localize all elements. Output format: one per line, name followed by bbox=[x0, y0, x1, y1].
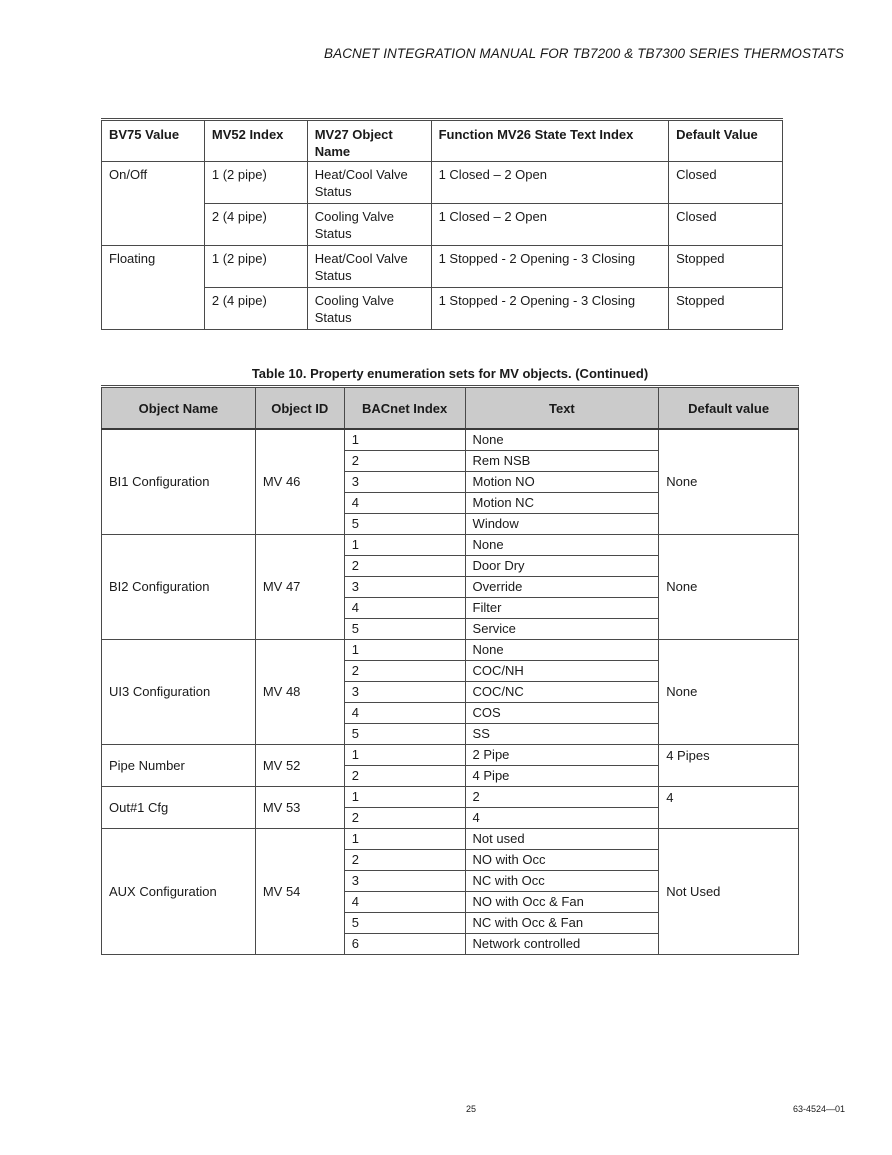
mv52-index-cell: 1 (2 pipe) bbox=[204, 246, 307, 288]
bacnet-index-cell: 2 bbox=[344, 450, 465, 471]
default-value-cell: None bbox=[659, 429, 799, 534]
default-value-cell: Stopped bbox=[669, 288, 783, 330]
running-header: BACNET INTEGRATION MANUAL FOR TB7200 & TB7300 SERIES THERMOSTATS bbox=[323, 46, 844, 61]
state-text-cell: Filter bbox=[465, 597, 659, 618]
bacnet-index-cell: 2 bbox=[344, 660, 465, 681]
column-header: Text bbox=[465, 387, 659, 430]
default-value-cell: Not Used bbox=[659, 828, 799, 954]
mv27-object-name-cell: Cooling Valve Status bbox=[307, 288, 431, 330]
state-text-cell: Not used bbox=[465, 828, 659, 849]
mv26-state-text-cell: 1 Stopped - 2 Opening - 3 Closing bbox=[431, 288, 669, 330]
column-header: BACnet Index bbox=[344, 387, 465, 430]
column-header: BV75 Value bbox=[102, 120, 205, 162]
object-id-cell: MV 46 bbox=[255, 429, 344, 534]
state-text-cell: None bbox=[465, 429, 659, 450]
table-header-row bbox=[102, 120, 783, 162]
state-text-cell: Override bbox=[465, 576, 659, 597]
column-header: Default Value bbox=[669, 120, 783, 162]
bacnet-index-cell: 5 bbox=[344, 618, 465, 639]
table-row bbox=[102, 246, 783, 288]
object-id-cell: MV 47 bbox=[255, 534, 344, 639]
default-value-cell: None bbox=[659, 534, 799, 639]
table-header-row bbox=[102, 387, 799, 430]
table-caption: Table 10. Property enumeration sets for MV objects. (Continued) bbox=[251, 366, 649, 381]
object-id-cell: MV 48 bbox=[255, 639, 344, 744]
object-name-cell: UI3 Configuration bbox=[102, 639, 256, 744]
mv52-index-cell: 1 (2 pipe) bbox=[204, 162, 307, 204]
document-number: 63-4524—01 bbox=[792, 1104, 845, 1114]
object-name-cell: BI1 Configuration bbox=[102, 429, 256, 534]
bacnet-index-cell: 1 bbox=[344, 828, 465, 849]
bacnet-index-cell: 5 bbox=[344, 723, 465, 744]
object-id-cell: MV 52 bbox=[255, 744, 344, 786]
mv26-state-text-cell: 1 Closed – 2 Open bbox=[431, 204, 669, 246]
mv26-state-text-cell: 1 Stopped - 2 Opening - 3 Closing bbox=[431, 246, 669, 288]
column-header: Default value bbox=[659, 387, 799, 430]
mv26-state-text-cell: 1 Closed – 2 Open bbox=[431, 162, 669, 204]
bacnet-index-cell: 4 bbox=[344, 597, 465, 618]
bacnet-index-cell: 3 bbox=[344, 576, 465, 597]
column-header: Object ID bbox=[255, 387, 344, 430]
state-text-cell: 4 Pipe bbox=[465, 765, 659, 786]
state-text-cell: Window bbox=[465, 513, 659, 534]
state-text-cell: NC with Occ & Fan bbox=[465, 912, 659, 933]
bacnet-index-cell: 4 bbox=[344, 492, 465, 513]
mv-table-body bbox=[102, 429, 799, 954]
default-value-cell: Closed bbox=[669, 204, 783, 246]
state-text-cell: 2 bbox=[465, 786, 659, 807]
bv75-value-cell: On/Off bbox=[102, 162, 205, 246]
mv27-object-name-cell: Heat/Cool Valve Status bbox=[307, 162, 431, 204]
object-name-cell: Out#1 Cfg bbox=[102, 786, 256, 828]
object-name-cell: Pipe Number bbox=[102, 744, 256, 786]
table-row bbox=[102, 786, 799, 807]
default-value-cell: 4 bbox=[659, 786, 799, 828]
state-text-cell: COS bbox=[465, 702, 659, 723]
state-text-cell: COC/NC bbox=[465, 681, 659, 702]
table-row bbox=[102, 204, 783, 246]
bacnet-index-cell: 4 bbox=[344, 702, 465, 723]
bacnet-index-cell: 1 bbox=[344, 639, 465, 660]
state-text-cell: Service bbox=[465, 618, 659, 639]
object-id-cell: MV 53 bbox=[255, 786, 344, 828]
default-value-cell: None bbox=[659, 639, 799, 744]
state-text-cell: SS bbox=[465, 723, 659, 744]
state-text-cell: Door Dry bbox=[465, 555, 659, 576]
table-row bbox=[102, 744, 799, 765]
state-text-cell: Motion NC bbox=[465, 492, 659, 513]
state-text-cell: NO with Occ & Fan bbox=[465, 891, 659, 912]
table-row bbox=[102, 162, 783, 204]
state-text-cell: COC/NH bbox=[465, 660, 659, 681]
bacnet-index-cell: 6 bbox=[344, 933, 465, 954]
bacnet-index-cell: 2 bbox=[344, 807, 465, 828]
state-text-cell: Network controlled bbox=[465, 933, 659, 954]
state-text-cell: None bbox=[465, 639, 659, 660]
bacnet-index-cell: 2 bbox=[344, 765, 465, 786]
mv52-index-cell: 2 (4 pipe) bbox=[204, 288, 307, 330]
state-text-cell: None bbox=[465, 534, 659, 555]
table-row bbox=[102, 534, 799, 555]
mv27-object-name-cell: Cooling Valve Status bbox=[307, 204, 431, 246]
column-header: MV27 Object Name bbox=[307, 120, 431, 162]
valve-status-table bbox=[101, 118, 783, 330]
default-value-cell: Stopped bbox=[669, 246, 783, 288]
state-text-cell: NO with Occ bbox=[465, 849, 659, 870]
object-id-cell: MV 54 bbox=[255, 828, 344, 954]
bacnet-index-cell: 1 bbox=[344, 744, 465, 765]
bacnet-index-cell: 1 bbox=[344, 429, 465, 450]
bacnet-index-cell: 4 bbox=[344, 891, 465, 912]
object-name-cell: BI2 Configuration bbox=[102, 534, 256, 639]
table-row bbox=[102, 429, 799, 450]
default-value-cell: 4 Pipes bbox=[659, 744, 799, 786]
state-text-cell: Rem NSB bbox=[465, 450, 659, 471]
column-header: MV52 Index bbox=[204, 120, 307, 162]
page-number: 25 bbox=[466, 1104, 477, 1114]
bacnet-index-cell: 1 bbox=[344, 786, 465, 807]
column-header: Object Name bbox=[102, 387, 256, 430]
default-value-cell: Closed bbox=[669, 162, 783, 204]
bacnet-index-cell: 3 bbox=[344, 870, 465, 891]
bacnet-index-cell: 3 bbox=[344, 471, 465, 492]
bacnet-index-cell: 2 bbox=[344, 555, 465, 576]
state-text-cell: 2 Pipe bbox=[465, 744, 659, 765]
bacnet-index-cell: 2 bbox=[344, 849, 465, 870]
bv75-value-cell: Floating bbox=[102, 246, 205, 330]
bacnet-index-cell: 5 bbox=[344, 912, 465, 933]
bacnet-index-cell: 1 bbox=[344, 534, 465, 555]
bacnet-index-cell: 3 bbox=[344, 681, 465, 702]
mv-enumeration-table bbox=[101, 385, 799, 955]
column-header: Function MV26 State Text Index bbox=[431, 120, 669, 162]
bacnet-index-cell: 5 bbox=[344, 513, 465, 534]
table-row bbox=[102, 639, 799, 660]
mv52-index-cell: 2 (4 pipe) bbox=[204, 204, 307, 246]
state-text-cell: Motion NO bbox=[465, 471, 659, 492]
table-row bbox=[102, 828, 799, 849]
table-row bbox=[102, 288, 783, 330]
mv27-object-name-cell: Heat/Cool Valve Status bbox=[307, 246, 431, 288]
object-name-cell: AUX Configuration bbox=[102, 828, 256, 954]
state-text-cell: NC with Occ bbox=[465, 870, 659, 891]
state-text-cell: 4 bbox=[465, 807, 659, 828]
